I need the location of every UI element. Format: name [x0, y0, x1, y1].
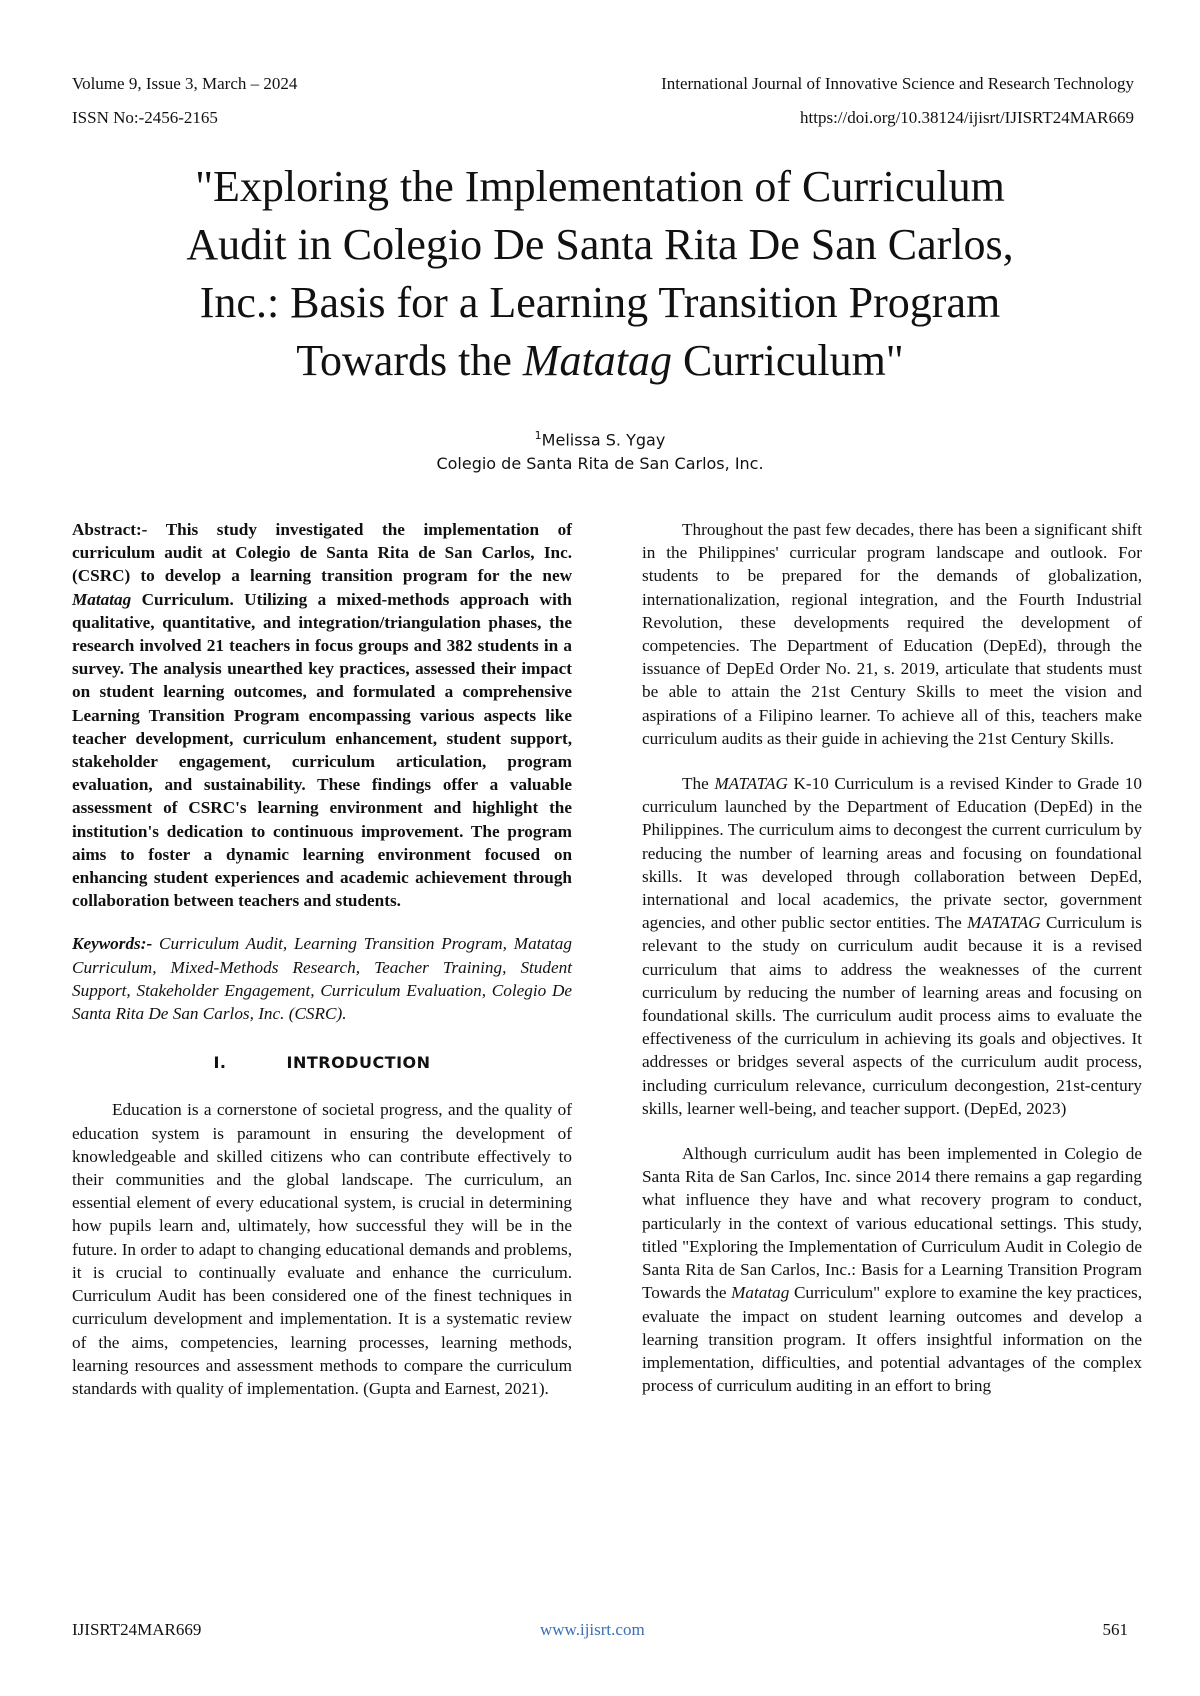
title-line-1: "Exploring the Implementation of Curriculum — [195, 162, 1005, 211]
paper-title — [100, 158, 1100, 390]
author-name-line — [0, 424, 1200, 452]
footer-website-link[interactable]: www.ijisrt.com — [540, 1620, 645, 1639]
p2-italic-1: MATATAG — [714, 774, 788, 794]
abstract — [72, 518, 572, 912]
header-doi-link[interactable]: https://doi.org/10.38124/ijisrt/IJISRT24MAR669 — [800, 108, 1134, 127]
p2-italic-2: MATATAG — [967, 913, 1041, 933]
abstract-label: Abstract:- — [72, 520, 148, 539]
right-paragraph-1: Throughout the past few decades, there has been a significant shift in the Philippines' curricular program landscape and outlook. For students to be prepared for the demands of globalization, internationalization, regional integration, and the Fourth Industrial Revolution, these developments required the development of competencies. The Department of Education (DepEd), through the issuance of DepEd Order No. 21, s. 2019, articulate that students must be able to attain the 21st Century Skills to meet the vision and aspirations of a Filipino learner. To achieve all of this, teachers make curriculum audits as their guide in achieving the 21st Century Skills. — [642, 520, 1142, 748]
title-line-4-pre: Towards the — [296, 336, 523, 385]
header-volume: Volume 9, Issue 3, March – 2024 — [72, 74, 298, 93]
title-line-3: Inc.: Basis for a Learning Transition Program — [199, 278, 1001, 327]
right-paragraph-2 — [642, 772, 1142, 1120]
author-name: Melissa S. Ygay — [541, 430, 666, 450]
title-line-4-post: Curriculum" — [671, 336, 904, 385]
header-journal: International Journal of Innovative Science and Research Technology — [661, 74, 1134, 93]
author-affiliation: Colegio de Santa Rita de San Carlos, Inc. — [436, 454, 764, 474]
right-column — [642, 518, 1142, 1397]
section-title: INTRODUCTION — [286, 1053, 431, 1073]
title-line-2: Audit in Colegio De Santa Rita De San Carlos, — [186, 220, 1014, 269]
p3-pre: Although curriculum audit has been implemented in Colegio de Santa Rita de San Carlos, Inc. since 2014 there remains a gap regarding what influence they have and what recovery program to conduct, particularly in the context of various educational settings. This study, titled "Exploring the Implementation of Curriculum Audit in Colegio de Santa Rita de San Carlos, Inc.: Basis for a Learning Transition Program Towards the — [642, 1144, 1142, 1303]
keywords — [72, 932, 572, 1025]
keywords-text: Curriculum Audit, Learning Transition Program, Matatag Curriculum, Mixed-Methods Research, Teacher Training, Student Support, Stakeholder Engagement, Curriculum Evaluation, Colegio De Santa Rita De San Carlos, Inc. (CSRC). — [72, 934, 572, 1024]
abstract-italic: Matatag — [72, 589, 132, 609]
p2-mid: K-10 Curriculum is a revised Kinder to Grade 10 curriculum launched by the Department of Education (DepEd) in the Philippines. The curriculum aims to decongest the current curriculum by reducing the number of learning areas and focusing on foundational skills. It was developed through collaboration between DepEd, international and local academics, the private sector, government agencies, and other public sector entities. The — [642, 774, 1142, 933]
left-column — [72, 518, 572, 1400]
header-issn: ISSN No:-2456-2165 — [72, 108, 218, 127]
p2-post: Curriculum is relevant to the study on curriculum audit because it is a revised curriculum that aims to address the weaknesses of the current curriculum by reducing the number of learning areas and focusing on foundational skills. The curriculum audit process aims to evaluate the effectiveness of the curriculum in achieving its goals and objectives. It addresses or bridges several aspects of the curriculum audit process, including curriculum relevance, curriculum decongestion, 21st-century skills, learner well-being, and teacher support. (DepEd, 2023) — [642, 913, 1142, 1118]
footer-paper-id: IJISRT24MAR669 — [72, 1620, 202, 1639]
right-paragraph-3 — [642, 1142, 1142, 1397]
intro-paragraph-1: Education is a cornerstone of societal progress, and the quality of education system is paramount in ensuring the development of knowledgeable and skilled citizens who can contribute effectively to their communities and the global landscape. The curriculum, an essential element of every educational system, is crucial in determining how pupils learn and, ultimately, how successful they will be in the future. In order to adapt to changing educational demands and problems, it is crucial to continually evaluate and enhance the curriculum. Curriculum Audit has been considered one of the finest techniques in curriculum development and implementation. It is a systematic review of the aims, competencies, learning processes, learning methods, learning resources and assessment methods to compare the curriculum standards with quality of implementation. (Gupta and Earnest, 2021). — [72, 1100, 572, 1398]
p3-italic: Matatag — [731, 1283, 790, 1303]
author-block — [0, 424, 1200, 476]
keywords-label: Keywords:- — [72, 934, 153, 954]
footer-page-number: 561 — [1102, 1620, 1128, 1639]
abstract-text-pre: This study investigated the implementation of curriculum audit at Colegio de Santa Rita de San Carlos, Inc. (CSRC) to develop a learning transition program for the new — [72, 520, 572, 586]
p2-pre: The — [682, 774, 715, 794]
section-heading — [72, 1051, 572, 1074]
abstract-text-post: Curriculum. Utilizing a mixed-methods approach with qualitative, quantitative, and integration/triangulation phases, the research involved 21 teachers in focus groups and 382 students in a survey. The analysis unearthed key practices, assessed their impact on student learning outcomes, and formulated a comprehensive Learning Transition Program encompassing various aspects like teacher development, curriculum enhancement, student support, stakeholder engagement, curriculum articulation, program evaluation, and sustainability. These findings offer a valuable assessment of CSRC's learning environment and highlight the institution's dedication to continuous improvement. The program aims to foster a dynamic learning environment focused on enhancing student experiences and academic achievement through collaboration between teachers and students. — [72, 589, 572, 911]
author-superscript: 1 — [534, 429, 542, 442]
section-number: I. — [213, 1053, 227, 1073]
p3-post: Curriculum" explore to examine the key practices, evaluate the impact on student learning outcomes and develop a learning transition program. It offers insightful information on the implementation, difficulties, and potential advantages of the complex process of curriculum auditing in an effort to bring — [642, 1283, 1143, 1396]
title-italic-matatag: Matatag — [522, 336, 672, 385]
title-line-4 — [100, 332, 1100, 390]
